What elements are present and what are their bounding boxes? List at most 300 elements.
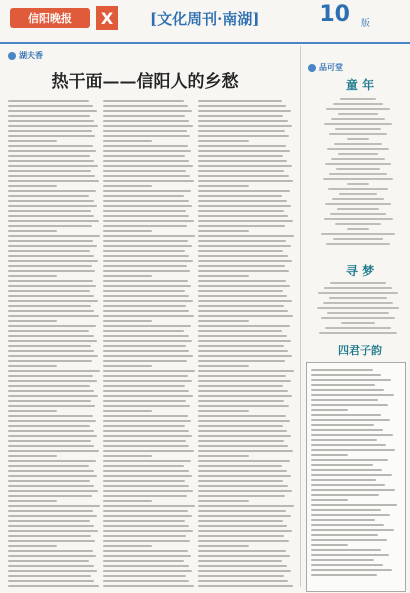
text-line — [8, 265, 92, 267]
text-line — [8, 395, 98, 397]
text-line — [103, 370, 195, 372]
text-line — [8, 325, 96, 327]
text-line — [8, 435, 97, 437]
text-line — [8, 540, 95, 542]
text-line — [103, 115, 185, 117]
text-line — [8, 245, 97, 247]
section-title: [文化周刊·南湖] — [150, 10, 260, 28]
text-line — [103, 285, 191, 287]
text-line — [103, 275, 152, 277]
text-line — [103, 585, 194, 587]
text-line — [8, 200, 94, 202]
text-line — [103, 310, 189, 312]
text-line — [311, 429, 383, 431]
text-line — [103, 520, 185, 522]
text-line — [103, 385, 185, 387]
text-line — [103, 465, 184, 467]
text-line — [198, 485, 288, 487]
text-line — [8, 250, 90, 252]
article-column-2 — [103, 100, 195, 590]
text-line — [311, 449, 395, 451]
text-line — [198, 120, 288, 122]
text-line — [198, 555, 290, 557]
text-line — [311, 514, 390, 516]
text-line — [8, 255, 94, 257]
text-line — [198, 345, 284, 347]
text-line — [8, 405, 95, 407]
text-line — [8, 170, 91, 172]
text-line — [103, 155, 185, 157]
text-line — [103, 175, 190, 177]
text-line — [103, 575, 186, 577]
text-line — [103, 435, 192, 437]
text-line — [8, 550, 93, 552]
text-line — [103, 205, 192, 207]
text-line — [103, 530, 193, 532]
text-line — [8, 375, 93, 377]
text-line — [198, 395, 292, 397]
text-line — [198, 405, 289, 407]
text-line — [103, 410, 152, 412]
text-line — [328, 188, 389, 190]
text-line — [311, 574, 377, 576]
column-label-left — [8, 50, 43, 61]
text-line — [198, 540, 289, 542]
article-column-1 — [8, 100, 100, 590]
text-line — [311, 569, 392, 571]
text-line — [103, 125, 193, 127]
text-line — [198, 335, 287, 337]
text-line — [103, 380, 192, 382]
text-line — [8, 555, 96, 557]
text-line — [198, 235, 294, 237]
text-line — [103, 345, 186, 347]
text-line — [333, 238, 383, 240]
text-line — [8, 430, 94, 432]
text-line — [103, 170, 186, 172]
text-line — [338, 153, 378, 155]
text-line — [103, 145, 188, 147]
text-line — [103, 100, 184, 102]
text-line — [103, 450, 194, 452]
text-line — [8, 295, 94, 297]
bullet-icon — [8, 52, 16, 60]
text-line — [8, 220, 99, 222]
text-line — [103, 245, 192, 247]
text-line — [8, 270, 95, 272]
text-line — [198, 290, 283, 292]
text-line — [311, 529, 394, 531]
text-line — [8, 380, 97, 382]
text-line — [198, 535, 284, 537]
text-line — [311, 549, 381, 551]
text-line — [311, 519, 375, 521]
poem-title: 寻 梦 — [345, 264, 375, 278]
masthead-logo: 信阳晚报 — [10, 8, 90, 28]
text-line — [103, 525, 189, 527]
text-line — [198, 230, 249, 232]
text-line — [103, 315, 194, 317]
text-line — [103, 350, 189, 352]
text-line — [311, 479, 376, 481]
text-line — [311, 459, 388, 461]
text-line — [336, 168, 379, 170]
text-line — [103, 405, 190, 407]
poem-body — [312, 282, 404, 337]
text-line — [103, 260, 193, 262]
text-line — [340, 98, 377, 100]
text-line — [8, 105, 93, 107]
text-line — [198, 150, 290, 152]
text-line — [198, 210, 284, 212]
text-line — [103, 470, 189, 472]
text-line — [319, 332, 397, 334]
text-line — [103, 165, 193, 167]
text-line — [311, 394, 394, 396]
text-line — [8, 330, 89, 332]
text-line — [327, 312, 390, 314]
text-line — [103, 215, 189, 217]
text-line — [326, 108, 390, 110]
text-line — [341, 322, 374, 324]
text-line — [103, 185, 152, 187]
column-divider — [300, 46, 301, 587]
text-line — [198, 510, 286, 512]
text-line — [8, 230, 57, 232]
text-line — [198, 250, 283, 252]
text-line — [311, 374, 381, 376]
text-line — [198, 200, 287, 202]
text-line — [198, 115, 283, 117]
text-line — [8, 160, 94, 162]
text-line — [333, 103, 384, 105]
text-line — [311, 534, 378, 536]
text-line — [198, 455, 249, 457]
text-line — [8, 580, 94, 582]
text-line — [198, 570, 291, 572]
text-line — [8, 485, 94, 487]
text-line — [198, 380, 291, 382]
text-line — [198, 180, 293, 182]
text-line — [8, 420, 96, 422]
text-line — [318, 292, 397, 294]
text-line — [103, 550, 188, 552]
text-line — [103, 180, 194, 182]
text-line — [311, 369, 373, 371]
text-line — [8, 130, 92, 132]
text-line — [198, 215, 288, 217]
text-line — [8, 425, 90, 427]
text-line — [103, 265, 187, 267]
text-line — [8, 575, 91, 577]
text-line — [8, 215, 94, 217]
text-line — [8, 320, 57, 322]
text-line — [8, 530, 98, 532]
text-line — [311, 474, 392, 476]
text-line — [198, 545, 249, 547]
text-line — [198, 575, 284, 577]
text-line — [8, 150, 96, 152]
text-line — [198, 105, 286, 107]
text-line — [198, 475, 291, 477]
text-line — [8, 155, 90, 157]
text-line — [198, 225, 285, 227]
text-line — [8, 260, 98, 262]
text-line — [198, 400, 284, 402]
text-line — [198, 185, 249, 187]
text-line — [198, 410, 249, 412]
text-line — [198, 530, 292, 532]
text-line — [8, 335, 94, 337]
text-line — [198, 415, 286, 417]
text-line — [198, 440, 284, 442]
poem-box-body — [311, 369, 399, 579]
text-line — [8, 455, 57, 457]
text-line — [198, 580, 288, 582]
text-line — [198, 560, 282, 562]
text-line — [8, 390, 94, 392]
text-line — [8, 345, 91, 347]
text-line — [8, 175, 95, 177]
text-line — [198, 315, 293, 317]
text-line — [198, 260, 292, 262]
text-line — [311, 489, 395, 491]
text-line — [331, 118, 385, 120]
text-line — [311, 379, 391, 381]
text-line — [8, 310, 94, 312]
column-label-text: 湖夫香 — [19, 51, 43, 60]
text-line — [103, 105, 188, 107]
text-line — [8, 180, 99, 182]
text-line — [8, 275, 57, 277]
text-line — [8, 280, 93, 282]
text-line — [311, 434, 393, 436]
poem-title: 童 年 — [345, 78, 375, 92]
text-line — [311, 484, 385, 486]
text-line — [198, 205, 291, 207]
bullet-icon — [308, 64, 316, 72]
text-line — [8, 450, 99, 452]
text-line — [329, 173, 386, 175]
text-line — [103, 490, 193, 492]
text-line — [103, 240, 188, 242]
text-line — [198, 385, 283, 387]
text-line — [103, 500, 152, 502]
text-line — [311, 499, 348, 501]
text-line — [8, 365, 57, 367]
text-line — [103, 510, 188, 512]
text-line — [8, 495, 92, 497]
text-line — [311, 544, 348, 546]
text-line — [103, 325, 191, 327]
text-line — [103, 130, 187, 132]
text-line — [311, 464, 373, 466]
text-line — [198, 425, 283, 427]
text-line — [326, 243, 389, 245]
text-line — [198, 220, 293, 222]
text-line — [198, 130, 285, 132]
text-line — [198, 330, 282, 332]
text-line — [103, 390, 189, 392]
text-line — [103, 290, 185, 292]
text-line — [103, 120, 189, 122]
text-line — [311, 439, 377, 441]
text-line — [103, 395, 193, 397]
text-line — [325, 163, 391, 165]
text-line — [103, 335, 189, 337]
text-line — [325, 203, 390, 205]
text-line — [103, 305, 186, 307]
text-line — [311, 389, 384, 391]
text-line — [103, 495, 187, 497]
text-line — [103, 295, 189, 297]
text-line — [198, 460, 290, 462]
text-line — [329, 133, 388, 135]
text-line — [198, 420, 290, 422]
text-line — [8, 315, 99, 317]
text-line — [8, 360, 92, 362]
text-line — [198, 285, 290, 287]
text-line — [311, 564, 383, 566]
text-line — [103, 190, 191, 192]
text-line — [198, 145, 286, 147]
text-line — [198, 500, 249, 502]
text-line — [103, 250, 185, 252]
text-line — [198, 445, 288, 447]
text-line — [8, 165, 98, 167]
text-line — [198, 135, 289, 137]
text-line — [311, 494, 379, 496]
text-line — [103, 455, 152, 457]
text-line — [311, 454, 348, 456]
text-line — [198, 140, 249, 142]
text-line — [103, 555, 191, 557]
text-line — [103, 225, 187, 227]
text-line — [198, 430, 287, 432]
text-line — [198, 565, 287, 567]
text-line — [198, 490, 292, 492]
text-line — [311, 559, 374, 561]
text-line — [198, 275, 249, 277]
text-line — [103, 110, 192, 112]
text-line — [198, 525, 287, 527]
text-line — [198, 320, 249, 322]
text-line — [324, 123, 392, 125]
text-line — [8, 140, 57, 142]
text-line — [335, 223, 381, 225]
text-line — [198, 110, 291, 112]
text-line — [103, 445, 189, 447]
text-line — [8, 185, 57, 187]
text-line — [103, 220, 194, 222]
text-line — [311, 414, 381, 416]
text-line — [311, 409, 348, 411]
text-line — [8, 585, 99, 587]
text-line — [103, 475, 192, 477]
text-line — [198, 370, 294, 372]
text-line — [8, 505, 100, 507]
text-line — [198, 355, 292, 357]
text-line — [311, 384, 375, 386]
text-line — [103, 540, 190, 542]
text-line — [311, 424, 374, 426]
text-line — [8, 415, 93, 417]
text-line — [103, 580, 189, 582]
text-line — [198, 125, 292, 127]
text-line — [198, 495, 285, 497]
text-line — [103, 255, 189, 257]
text-line — [8, 465, 89, 467]
text-line — [198, 175, 289, 177]
text-line — [8, 460, 96, 462]
text-line — [337, 208, 379, 210]
text-line — [321, 317, 396, 319]
text-line — [198, 435, 291, 437]
text-line — [103, 545, 152, 547]
text-line — [8, 515, 97, 517]
text-line — [321, 233, 395, 235]
text-line — [198, 340, 291, 342]
text-line — [103, 515, 192, 517]
text-line — [103, 460, 191, 462]
text-line — [8, 400, 91, 402]
text-line — [103, 235, 195, 237]
text-line — [198, 245, 291, 247]
text-line — [331, 158, 384, 160]
text-line — [198, 280, 286, 282]
text-line — [8, 350, 94, 352]
text-line — [8, 110, 97, 112]
text-line — [311, 444, 386, 446]
text-line — [8, 115, 90, 117]
text-line — [103, 200, 189, 202]
article-title: 热干面——信阳人的乡愁 — [51, 72, 239, 92]
text-line — [311, 539, 387, 541]
text-line — [8, 560, 89, 562]
text-line — [198, 465, 282, 467]
article-column-3 — [198, 100, 294, 590]
text-line — [198, 515, 291, 517]
text-line — [103, 440, 186, 442]
text-line — [324, 287, 391, 289]
text-line — [198, 375, 286, 377]
text-line — [8, 135, 95, 137]
text-line — [8, 225, 92, 227]
text-line — [198, 450, 293, 452]
text-line — [8, 470, 94, 472]
text-line — [198, 100, 282, 102]
text-line — [198, 155, 283, 157]
column-label-right — [308, 62, 343, 73]
text-line — [317, 307, 400, 309]
text-line — [198, 305, 284, 307]
text-line — [103, 340, 192, 342]
text-line — [103, 195, 184, 197]
text-line — [198, 365, 249, 367]
text-line — [8, 440, 91, 442]
text-line — [8, 285, 96, 287]
text-line — [198, 585, 293, 587]
text-line — [324, 218, 393, 220]
text-line — [330, 213, 385, 215]
page-number: 10 — [319, 2, 350, 27]
text-line — [103, 425, 185, 427]
text-line — [8, 510, 93, 512]
text-line — [311, 524, 384, 526]
text-line — [103, 160, 189, 162]
text-line — [8, 370, 100, 372]
text-line — [8, 570, 97, 572]
